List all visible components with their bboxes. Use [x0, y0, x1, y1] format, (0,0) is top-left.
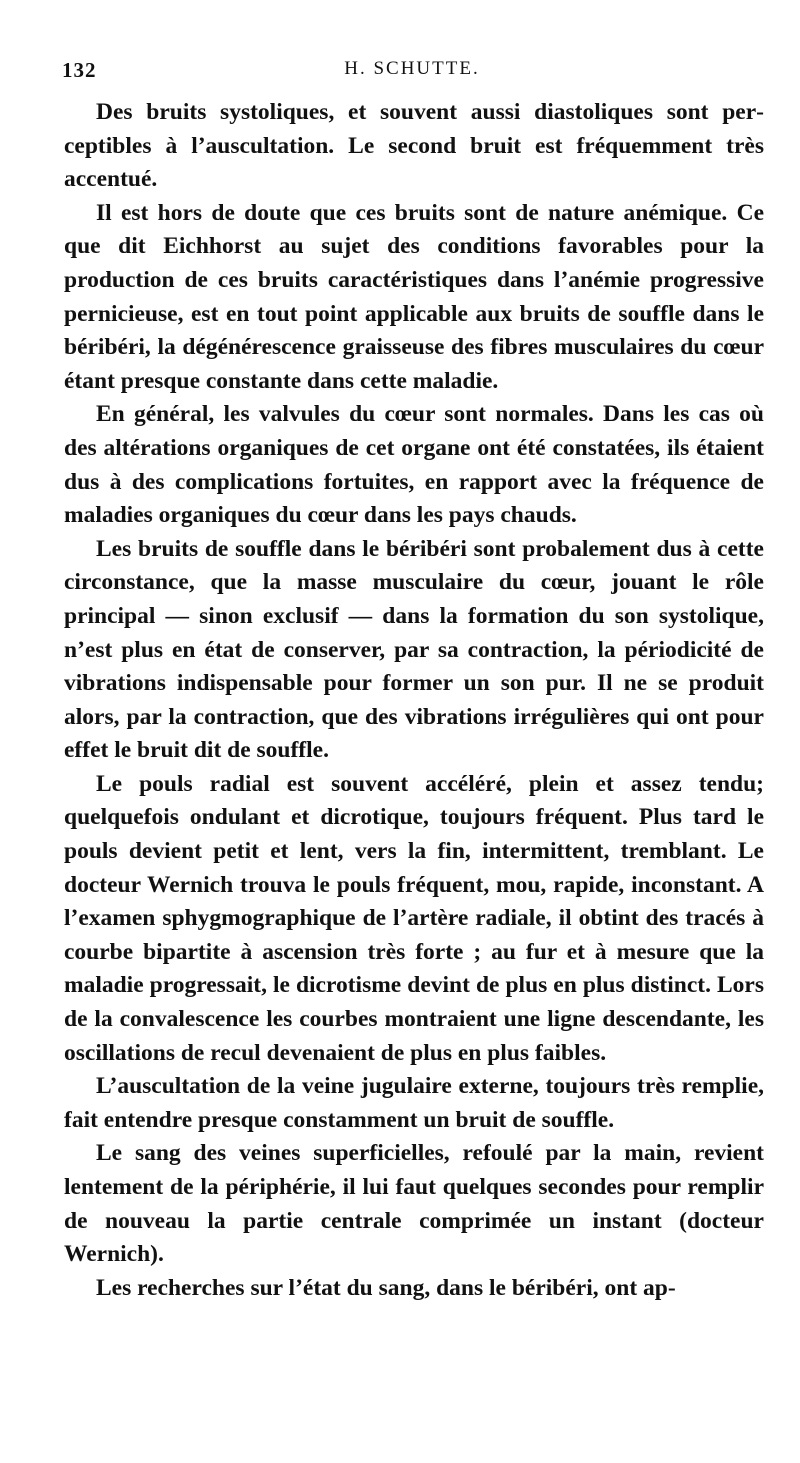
- running-head: [62, 58, 762, 88]
- paragraph: Le pouls radial est souvent accéléré, plein et assez tendu; quelquefois ondulant et dicrotique, toujours fréquent. Plus tard le pouls devient petit et lent, vers la fin, intermittent, tremblant. Le docteur Wernich trouva le pouls fréquent, mou, rapide, inconstant. A l’examen sphygmographique de l’artère radiale, il obtint des tracés à courbe bipartite à ascension très forte ; au fur et à mesure que la maladie progressait, le dicrotisme devint de plus en plus distinct. Lors de la convalescence les courbes montraient une ligne descendante, les oscillations de recul devenaient de plus en plus faibles.: [64, 770, 764, 1066]
- paragraph: En général, les valvules du cœur sont normales. Dans les cas où des altérations organiques de cet organe ont été constatées, ils étaient dus à des complications fortuites, en rapport avec la fréquence de maladies organiques du cœur dans les pays chauds.: [64, 401, 764, 529]
- page-number: 132: [62, 58, 97, 82]
- body-text: [64, 96, 764, 1305]
- running-title: H. SCHUTTE.: [344, 58, 480, 79]
- paragraph: Le sang des veines superficielles, refoulé par la main, revient lentement de la périphérie, il lui faut quelques secondes pour remplir de nouveau la partie centrale comprimée un instant (docteur Wernich).: [64, 1140, 764, 1268]
- paragraph: Il est hors de doute que ces bruits sont de nature anémique. Ce que dit Eichhorst au sujet des conditions favorables pour la production de ces bruits caractéristiques dans l’anémie progressive pernicieuse, est en tout point applicable aux bruits de souffle dans le béribéri, la dégénérescence graisseuse des fibres musculaires du cœur étant presque constante dans cette maladie.: [64, 199, 764, 394]
- paragraph: Les bruits de souffle dans le béribéri sont probalement dus à cette circonstance, que la masse musculaire du cœur, jouant le rôle principal — sinon exclusif — dans la formation du son systolique, n’est plus en état de conserver, par sa contraction, la périodicité de vibrations indispensable pour former un son pur. Il ne se produit alors, par la contraction, que des vibrations irrégulières qui ont pour effet le bruit dit de souffle.: [64, 535, 764, 764]
- paragraph: Les recherches sur l’état du sang, dans le béribéri, ont ap-: [96, 1274, 676, 1301]
- paragraph: L’auscultation de la veine jugulaire externe, toujours très remplie, fait entendre presque constamment un bruit de souffle.: [64, 1073, 764, 1133]
- paragraph: Des bruits systoliques, et souvent aussi diastoliques sont perceptibles à l’auscultation. Le second bruit est fréquemment très accentué.: [64, 99, 764, 193]
